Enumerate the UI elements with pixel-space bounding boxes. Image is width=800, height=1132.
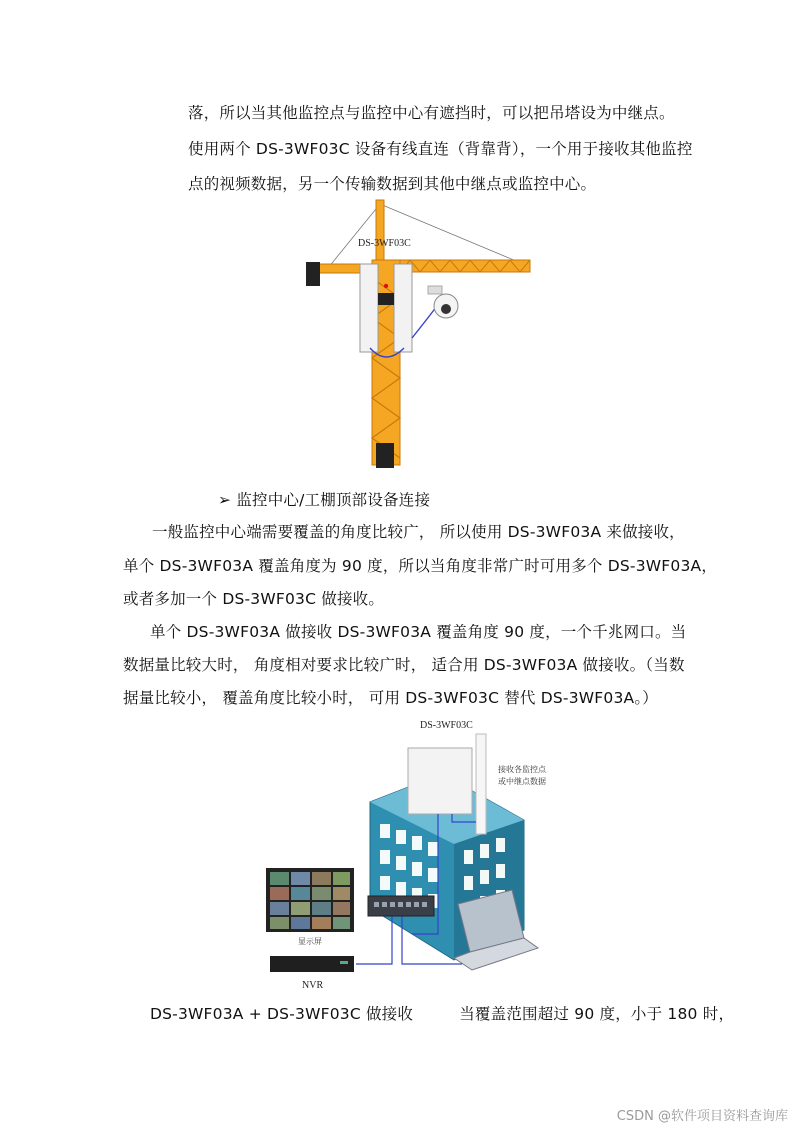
bullet-arrow-icon: ➢ [218, 491, 232, 509]
device-label: DS-3WF03C [420, 720, 473, 731]
mount-pole [476, 734, 486, 834]
crane-mast-top [376, 200, 384, 260]
receive-note-line1: 接收各监控点 [498, 765, 546, 774]
paragraph1-line3: 点的视频数据，另一个传输数据到其他中继点或监控中心。 [188, 175, 597, 193]
monitoring-center-figure [262, 712, 552, 994]
crane-counterweight [306, 262, 320, 286]
paragraph4-line1: DS-3WF03A + DS-3WF03C 做接收 当覆盖范围超过 90 度，小于 180 时， [150, 1005, 735, 1023]
section-heading [218, 488, 430, 510]
paragraph1-line1: 落，所以当其他监控点与监控中心有遮挡时，可以把吊塔设为中继点。 [188, 104, 675, 122]
paragraph3-line1: 单个 DS-3WF03A 做接收 DS-3WF03A 覆盖角度 90 度，一个千兆网口。当 [150, 623, 687, 641]
switch-to-nvr-cable [356, 912, 392, 964]
paragraph2-line2: 单个 DS-3WF03A 覆盖角度为 90 度，所以当角度非常广时可用多个 DS-3WF03A， [123, 557, 718, 575]
receive-note-line2: 或中继点数据 [498, 777, 546, 786]
nvr-label: NVR [302, 980, 324, 991]
paragraph2-line3: 或者多加一个 DS-3WF03C 做接收。 [123, 590, 385, 608]
watermark: CSDN @软件项目资料查询库 [616, 1109, 788, 1124]
crane-cable-left [328, 204, 380, 268]
crane-device-label: DS-3WF03C [358, 238, 411, 249]
nvr-led-icon [340, 961, 348, 964]
camera-lens-icon [441, 304, 451, 314]
paragraph2-line1: 一般监控中心端需要覆盖的角度比较广， 所以使用 DS-3WF03A 来做接收， [152, 523, 685, 541]
radio-left-icon [360, 264, 378, 352]
paragraph1-line2: 使用两个 DS-3WF03C 设备有线直连（背靠背），一个用于接收其他监控 [188, 140, 693, 158]
monitor-label: 显示屏 [298, 937, 322, 946]
radio-bracket [378, 293, 394, 305]
crane-relay-figure [300, 198, 535, 473]
crane-base [376, 443, 394, 468]
section-heading-text: 监控中心/工棚顶部设备连接 [236, 491, 431, 509]
camera-mount-icon [428, 286, 442, 294]
radio-right-icon [394, 264, 412, 352]
radio-panel-icon [408, 748, 472, 814]
paragraph3-line2: 数据量比较大时， 角度相对要求比较广时， 适合用 DS-3WF03A 做接收。（当数 [123, 656, 685, 674]
paragraph3-line3: 据量比较小， 覆盖角度比较小时， 可用 DS-3WF03C 替代 DS-3WF03A。） [123, 689, 658, 707]
radio-led-icon [384, 284, 388, 288]
crane-cable-right [380, 204, 528, 266]
